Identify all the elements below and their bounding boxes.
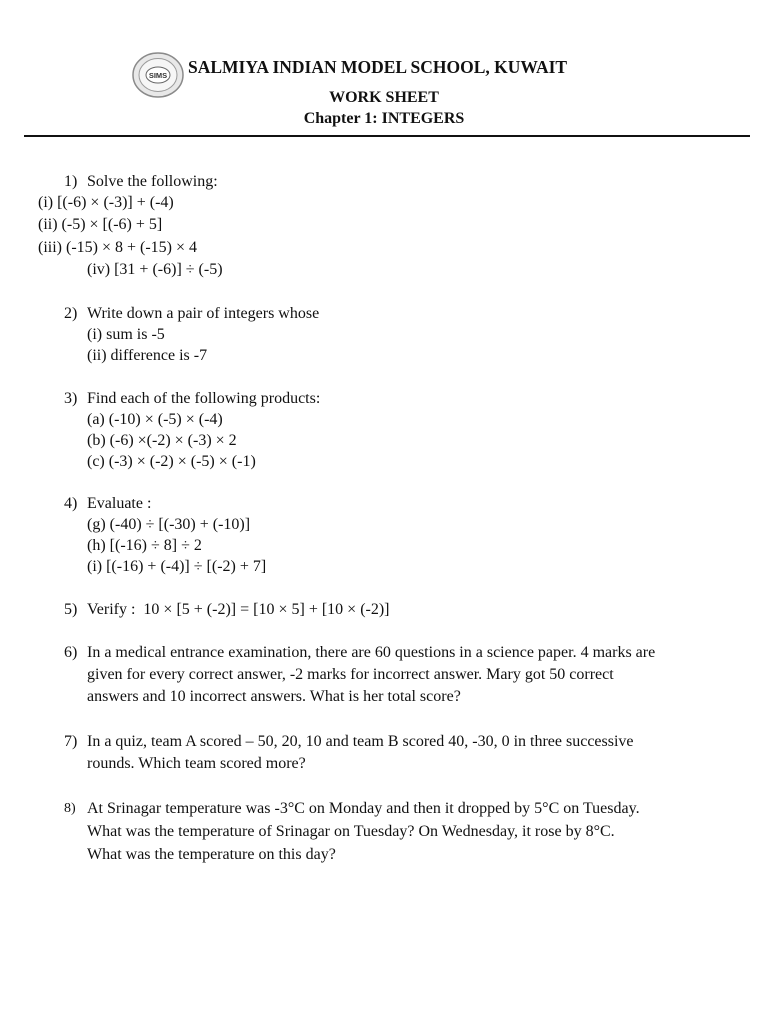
question-text-line: given for every correct answer, -2 marks for incorrect answer. Mary got 50 correct [87,666,614,683]
question-number: 5) [64,601,78,618]
question-number: 3) [64,390,78,407]
question-text-line: In a quiz, team A scored – 50, 20, 10 and team B scored 40, -30, 0 in three successive [87,733,634,750]
question-item: (iv) [31 + (-6)] ÷ (-5) [87,261,223,278]
question-text-line: What was the temperature of Srinagar on Tuesday? On Wednesday, it rose by 8°C. [87,823,615,840]
question-text: Verify : 10 × [5 + (-2)] = [10 × 5] + [10 × (-2)] [87,601,390,618]
question-text-line: answers and 10 incorrect answers. What is her total score? [87,688,461,705]
question-number: 2) [64,305,78,322]
question-number: 8) [64,801,76,816]
question-item: (c) (-3) × (-2) × (-5) × (-1) [87,453,256,470]
sheet-title: WORK SHEET [329,89,439,106]
question-item: (b) (-6) ×(-2) × (-3) × 2 [87,432,237,449]
question-text-line: At Srinagar temperature was -3°C on Monday and then it dropped by 5°C on Tuesday. [87,800,640,817]
question-item: (i) sum is -5 [87,326,165,343]
question-text: Evaluate : [87,495,152,512]
header-divider [24,135,750,137]
question-number: 6) [64,644,78,661]
question-item: (h) [(-16) ÷ 8] ÷ 2 [87,537,202,554]
question-text-line: rounds. Which team scored more? [87,755,306,772]
question-number: 7) [64,733,78,750]
question-item: (i) [(-16) + (-4)] ÷ [(-2) + 7] [87,558,267,575]
question-number: 4) [64,495,78,512]
logo-text: SIMS [148,71,168,80]
question-item: (ii) (-5) × [(-6) + 5] [38,216,163,233]
question-text-line: What was the temperature on this day? [87,846,336,863]
chapter-title: Chapter 1: INTEGERS [303,110,465,127]
question-text: Find each of the following products: [87,390,321,407]
question-item: (ii) difference is -7 [87,347,208,364]
question-item: (iii) (-15) × 8 + (-15) × 4 [38,239,198,256]
school-name: SALMIYA INDIAN MODEL SCHOOL, KUWAIT [188,57,568,77]
question-text-line: In a medical entrance examination, there are 60 questions in a science paper. 4 marks are [87,644,656,661]
question-text: Write down a pair of integers whose [87,305,320,322]
question-item: (a) (-10) × (-5) × (-4) [87,411,223,428]
question-item: (g) (-40) ÷ [(-30) + (-10)] [87,516,251,533]
question-text: Solve the following: [87,173,218,190]
question-item: (i) [(-6) × (-3)] + (-4) [38,194,174,211]
question-number: 1) [64,173,78,190]
